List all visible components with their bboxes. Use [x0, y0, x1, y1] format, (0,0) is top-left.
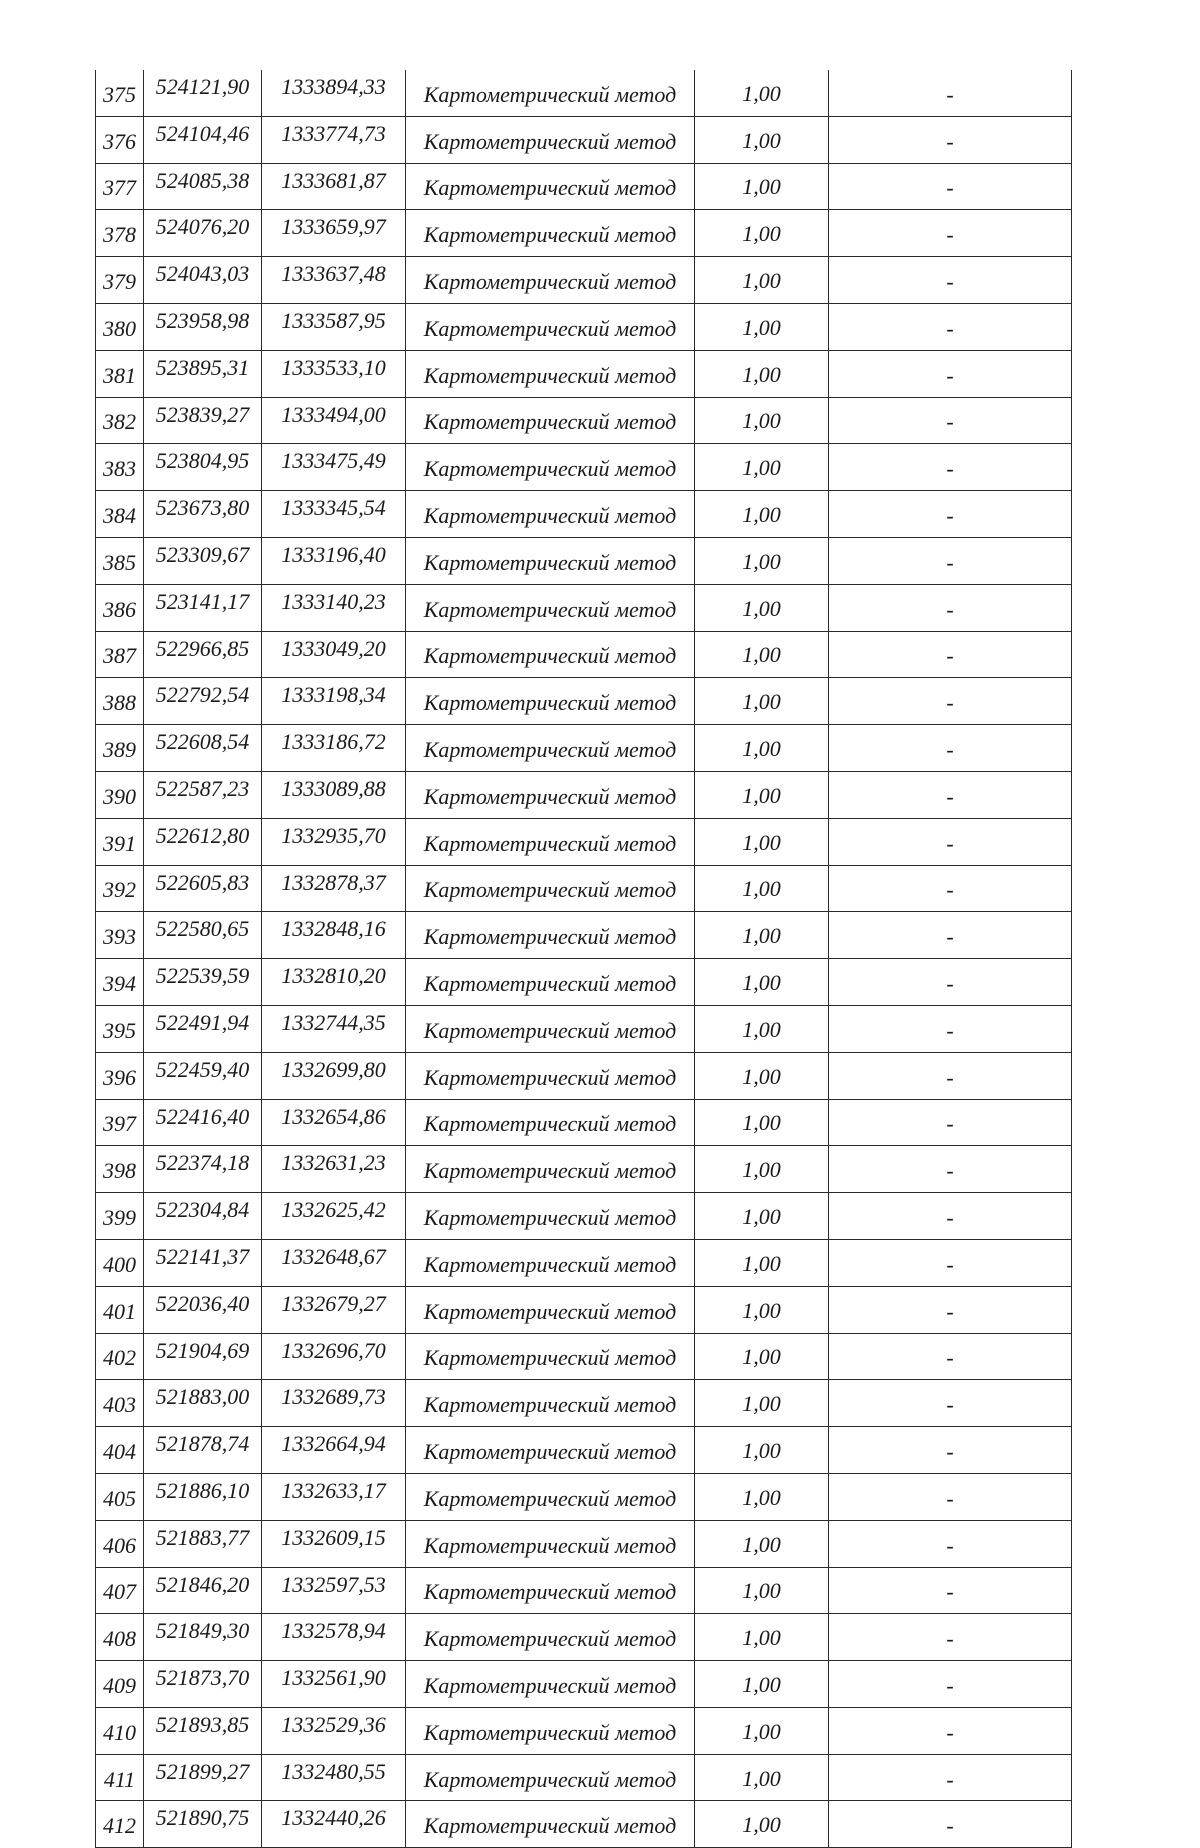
- accuracy-cell: 1,00: [695, 1005, 829, 1052]
- method-cell: Картометрический метод: [406, 818, 695, 865]
- y-coordinate-cell: 1333533,10: [262, 350, 406, 397]
- y-coordinate-cell: 1332631,23: [262, 1146, 406, 1193]
- point-number-cell: 384: [96, 491, 144, 538]
- method-cell: Картометрический метод: [406, 1005, 695, 1052]
- note-cell: -: [829, 1380, 1072, 1427]
- method-cell: Картометрический метод: [406, 1146, 695, 1193]
- point-number-cell: 393: [96, 912, 144, 959]
- point-number-cell: 391: [96, 818, 144, 865]
- y-coordinate-cell: 1332848,16: [262, 912, 406, 959]
- table-row: [96, 70, 1072, 116]
- y-coordinate-cell: 1333494,00: [262, 397, 406, 444]
- table-row: [96, 1520, 1072, 1567]
- note-cell: -: [829, 818, 1072, 865]
- accuracy-cell: 1,00: [695, 537, 829, 584]
- table-row: [96, 491, 1072, 538]
- method-cell: Картометрический метод: [406, 397, 695, 444]
- method-cell: Картометрический метод: [406, 1567, 695, 1614]
- x-coordinate-cell: 522304,84: [144, 1193, 262, 1240]
- x-coordinate-cell: 521893,85: [144, 1707, 262, 1754]
- y-coordinate-cell: 1333089,88: [262, 771, 406, 818]
- point-number-cell: 375: [96, 70, 144, 116]
- note-cell: -: [829, 912, 1072, 959]
- point-number-cell: 381: [96, 350, 144, 397]
- x-coordinate-cell: 523839,27: [144, 397, 262, 444]
- point-number-cell: 390: [96, 771, 144, 818]
- y-coordinate-cell: 1332561,90: [262, 1661, 406, 1708]
- accuracy-cell: 1,00: [695, 1052, 829, 1099]
- table-row: [96, 163, 1072, 210]
- note-cell: -: [829, 1333, 1072, 1380]
- x-coordinate-cell: 523309,67: [144, 537, 262, 584]
- note-cell: -: [829, 1567, 1072, 1614]
- x-coordinate-cell: 524076,20: [144, 210, 262, 257]
- method-cell: Картометрический метод: [406, 1052, 695, 1099]
- method-cell: Картометрический метод: [406, 1614, 695, 1661]
- point-number-cell: 405: [96, 1473, 144, 1520]
- note-cell: -: [829, 210, 1072, 257]
- note-cell: -: [829, 1193, 1072, 1240]
- accuracy-cell: 1,00: [695, 163, 829, 210]
- y-coordinate-cell: 1332648,67: [262, 1239, 406, 1286]
- table-row: [96, 1005, 1072, 1052]
- y-coordinate-cell: 1333049,20: [262, 631, 406, 678]
- accuracy-cell: 1,00: [695, 116, 829, 163]
- y-coordinate-cell: 1333587,95: [262, 303, 406, 350]
- note-cell: -: [829, 584, 1072, 631]
- table-row: [96, 1380, 1072, 1427]
- accuracy-cell: 1,00: [695, 725, 829, 772]
- method-cell: Картометрический метод: [406, 1520, 695, 1567]
- accuracy-cell: 1,00: [695, 818, 829, 865]
- point-number-cell: 388: [96, 678, 144, 725]
- note-cell: -: [829, 1146, 1072, 1193]
- note-cell: -: [829, 1754, 1072, 1801]
- point-number-cell: 396: [96, 1052, 144, 1099]
- note-cell: -: [829, 491, 1072, 538]
- table-row: [96, 1661, 1072, 1708]
- table-row: [96, 1239, 1072, 1286]
- accuracy-cell: 1,00: [695, 1707, 829, 1754]
- table-row: [96, 1427, 1072, 1474]
- accuracy-cell: 1,00: [695, 350, 829, 397]
- y-coordinate-cell: 1332597,53: [262, 1567, 406, 1614]
- y-coordinate-cell: 1333196,40: [262, 537, 406, 584]
- point-number-cell: 382: [96, 397, 144, 444]
- table-row: [96, 397, 1072, 444]
- accuracy-cell: 1,00: [695, 1754, 829, 1801]
- accuracy-cell: 1,00: [695, 1146, 829, 1193]
- point-number-cell: 386: [96, 584, 144, 631]
- point-number-cell: 409: [96, 1661, 144, 1708]
- accuracy-cell: 1,00: [695, 1801, 829, 1848]
- y-coordinate-cell: 1333894,33: [262, 70, 406, 116]
- note-cell: -: [829, 257, 1072, 304]
- note-cell: -: [829, 1801, 1072, 1848]
- note-cell: -: [829, 350, 1072, 397]
- table-row: [96, 959, 1072, 1006]
- accuracy-cell: 1,00: [695, 1193, 829, 1240]
- method-cell: Картометрический метод: [406, 631, 695, 678]
- x-coordinate-cell: 522608,54: [144, 725, 262, 772]
- note-cell: -: [829, 1614, 1072, 1661]
- method-cell: Картометрический метод: [406, 116, 695, 163]
- note-cell: -: [829, 1520, 1072, 1567]
- accuracy-cell: 1,00: [695, 1333, 829, 1380]
- y-coordinate-cell: 1332935,70: [262, 818, 406, 865]
- accuracy-cell: 1,00: [695, 303, 829, 350]
- accuracy-cell: 1,00: [695, 1520, 829, 1567]
- accuracy-cell: 1,00: [695, 1473, 829, 1520]
- point-number-cell: 380: [96, 303, 144, 350]
- note-cell: -: [829, 959, 1072, 1006]
- accuracy-cell: 1,00: [695, 631, 829, 678]
- y-coordinate-cell: 1333475,49: [262, 444, 406, 491]
- table-row: [96, 771, 1072, 818]
- x-coordinate-cell: 523895,31: [144, 350, 262, 397]
- x-coordinate-cell: 521904,69: [144, 1333, 262, 1380]
- method-cell: Картометрический метод: [406, 444, 695, 491]
- method-cell: Картометрический метод: [406, 491, 695, 538]
- method-cell: Картометрический метод: [406, 70, 695, 116]
- note-cell: -: [829, 1099, 1072, 1146]
- x-coordinate-cell: 524043,03: [144, 257, 262, 304]
- note-cell: -: [829, 116, 1072, 163]
- y-coordinate-cell: 1332699,80: [262, 1052, 406, 1099]
- y-coordinate-cell: 1332480,55: [262, 1754, 406, 1801]
- x-coordinate-cell: 522459,40: [144, 1052, 262, 1099]
- method-cell: Картометрический метод: [406, 584, 695, 631]
- point-number-cell: 395: [96, 1005, 144, 1052]
- accuracy-cell: 1,00: [695, 1099, 829, 1146]
- point-number-cell: 379: [96, 257, 144, 304]
- note-cell: -: [829, 1661, 1072, 1708]
- note-cell: -: [829, 865, 1072, 912]
- method-cell: Картометрический метод: [406, 303, 695, 350]
- x-coordinate-cell: 521883,00: [144, 1380, 262, 1427]
- method-cell: Картометрический метод: [406, 1193, 695, 1240]
- point-number-cell: 403: [96, 1380, 144, 1427]
- method-cell: Картометрический метод: [406, 678, 695, 725]
- x-coordinate-cell: 523673,80: [144, 491, 262, 538]
- y-coordinate-cell: 1333681,87: [262, 163, 406, 210]
- note-cell: -: [829, 1427, 1072, 1474]
- x-coordinate-cell: 521873,70: [144, 1661, 262, 1708]
- x-coordinate-cell: 522036,40: [144, 1286, 262, 1333]
- table-row: [96, 1099, 1072, 1146]
- table-row: [96, 1333, 1072, 1380]
- point-number-cell: 394: [96, 959, 144, 1006]
- y-coordinate-cell: 1332654,86: [262, 1099, 406, 1146]
- x-coordinate-cell: 522539,59: [144, 959, 262, 1006]
- y-coordinate-cell: 1332689,73: [262, 1380, 406, 1427]
- y-coordinate-cell: 1332878,37: [262, 865, 406, 912]
- method-cell: Картометрический метод: [406, 163, 695, 210]
- accuracy-cell: 1,00: [695, 584, 829, 631]
- table-row: [96, 584, 1072, 631]
- y-coordinate-cell: 1332744,35: [262, 1005, 406, 1052]
- point-number-cell: 401: [96, 1286, 144, 1333]
- table-row: [96, 1052, 1072, 1099]
- y-coordinate-cell: 1333198,34: [262, 678, 406, 725]
- x-coordinate-cell: 522587,23: [144, 771, 262, 818]
- y-coordinate-cell: 1332664,94: [262, 1427, 406, 1474]
- point-number-cell: 407: [96, 1567, 144, 1614]
- y-coordinate-cell: 1332625,42: [262, 1193, 406, 1240]
- point-number-cell: 404: [96, 1427, 144, 1474]
- table-row: [96, 303, 1072, 350]
- note-cell: -: [829, 397, 1072, 444]
- accuracy-cell: 1,00: [695, 959, 829, 1006]
- x-coordinate-cell: 521846,20: [144, 1567, 262, 1614]
- point-number-cell: 378: [96, 210, 144, 257]
- note-cell: -: [829, 1239, 1072, 1286]
- y-coordinate-cell: 1333659,97: [262, 210, 406, 257]
- method-cell: Картометрический метод: [406, 1239, 695, 1286]
- point-number-cell: 408: [96, 1614, 144, 1661]
- table-row: [96, 912, 1072, 959]
- accuracy-cell: 1,00: [695, 1239, 829, 1286]
- x-coordinate-cell: 524085,38: [144, 163, 262, 210]
- x-coordinate-cell: 522141,37: [144, 1239, 262, 1286]
- table-row: [96, 1754, 1072, 1801]
- accuracy-cell: 1,00: [695, 1286, 829, 1333]
- point-number-cell: 389: [96, 725, 144, 772]
- y-coordinate-cell: 1332609,15: [262, 1520, 406, 1567]
- x-coordinate-cell: 522966,85: [144, 631, 262, 678]
- y-coordinate-cell: 1332696,70: [262, 1333, 406, 1380]
- point-number-cell: 397: [96, 1099, 144, 1146]
- method-cell: Картометрический метод: [406, 1707, 695, 1754]
- note-cell: -: [829, 725, 1072, 772]
- table-row: [96, 537, 1072, 584]
- method-cell: Картометрический метод: [406, 1333, 695, 1380]
- method-cell: Картометрический метод: [406, 912, 695, 959]
- table-row: [96, 1614, 1072, 1661]
- table-row: [96, 678, 1072, 725]
- accuracy-cell: 1,00: [695, 1661, 829, 1708]
- note-cell: -: [829, 537, 1072, 584]
- note-cell: -: [829, 1707, 1072, 1754]
- note-cell: -: [829, 631, 1072, 678]
- table-row: [96, 1707, 1072, 1754]
- point-number-cell: 383: [96, 444, 144, 491]
- x-coordinate-cell: 522491,94: [144, 1005, 262, 1052]
- x-coordinate-cell: 522374,18: [144, 1146, 262, 1193]
- y-coordinate-cell: 1332810,20: [262, 959, 406, 1006]
- table-row: [96, 210, 1072, 257]
- x-coordinate-cell: 521878,74: [144, 1427, 262, 1474]
- x-coordinate-cell: 523804,95: [144, 444, 262, 491]
- method-cell: Картометрический метод: [406, 1286, 695, 1333]
- y-coordinate-cell: 1333345,54: [262, 491, 406, 538]
- point-number-cell: 387: [96, 631, 144, 678]
- method-cell: Картометрический метод: [406, 210, 695, 257]
- point-number-cell: 406: [96, 1520, 144, 1567]
- table-row: [96, 631, 1072, 678]
- point-number-cell: 398: [96, 1146, 144, 1193]
- x-coordinate-cell: 521899,27: [144, 1754, 262, 1801]
- point-number-cell: 385: [96, 537, 144, 584]
- point-number-cell: 392: [96, 865, 144, 912]
- note-cell: -: [829, 771, 1072, 818]
- note-cell: -: [829, 1473, 1072, 1520]
- y-coordinate-cell: 1332679,27: [262, 1286, 406, 1333]
- table-row: [96, 350, 1072, 397]
- accuracy-cell: 1,00: [695, 912, 829, 959]
- y-coordinate-cell: 1332633,17: [262, 1473, 406, 1520]
- accuracy-cell: 1,00: [695, 397, 829, 444]
- table-row: [96, 257, 1072, 304]
- table-row: [96, 444, 1072, 491]
- x-coordinate-cell: 522605,83: [144, 865, 262, 912]
- method-cell: Картометрический метод: [406, 1801, 695, 1848]
- y-coordinate-cell: 1333774,73: [262, 116, 406, 163]
- table-row: [96, 725, 1072, 772]
- method-cell: Картометрический метод: [406, 1427, 695, 1474]
- table-row: [96, 1193, 1072, 1240]
- note-cell: -: [829, 70, 1072, 116]
- accuracy-cell: 1,00: [695, 491, 829, 538]
- method-cell: Картометрический метод: [406, 959, 695, 1006]
- x-coordinate-cell: 523141,17: [144, 584, 262, 631]
- point-number-cell: 400: [96, 1239, 144, 1286]
- point-number-cell: 402: [96, 1333, 144, 1380]
- x-coordinate-cell: 523958,98: [144, 303, 262, 350]
- x-coordinate-cell: 524121,90: [144, 70, 262, 116]
- x-coordinate-cell: 522580,65: [144, 912, 262, 959]
- table-row: [96, 1146, 1072, 1193]
- note-cell: -: [829, 678, 1072, 725]
- x-coordinate-cell: 521849,30: [144, 1614, 262, 1661]
- note-cell: -: [829, 163, 1072, 210]
- accuracy-cell: 1,00: [695, 1614, 829, 1661]
- x-coordinate-cell: 522792,54: [144, 678, 262, 725]
- accuracy-cell: 1,00: [695, 1567, 829, 1614]
- x-coordinate-cell: 524104,46: [144, 116, 262, 163]
- table-row: [96, 116, 1072, 163]
- point-number-cell: 399: [96, 1193, 144, 1240]
- note-cell: -: [829, 1286, 1072, 1333]
- point-number-cell: 377: [96, 163, 144, 210]
- method-cell: Картометрический метод: [406, 865, 695, 912]
- method-cell: Картометрический метод: [406, 537, 695, 584]
- point-number-cell: 411: [96, 1754, 144, 1801]
- accuracy-cell: 1,00: [695, 257, 829, 304]
- accuracy-cell: 1,00: [695, 444, 829, 491]
- y-coordinate-cell: 1333637,48: [262, 257, 406, 304]
- accuracy-cell: 1,00: [695, 70, 829, 116]
- method-cell: Картометрический метод: [406, 1380, 695, 1427]
- x-coordinate-cell: 521890,75: [144, 1801, 262, 1848]
- method-cell: Картометрический метод: [406, 257, 695, 304]
- note-cell: -: [829, 1005, 1072, 1052]
- note-cell: -: [829, 303, 1072, 350]
- coordinates-table: [95, 70, 1072, 1848]
- accuracy-cell: 1,00: [695, 1427, 829, 1474]
- method-cell: Картометрический метод: [406, 1473, 695, 1520]
- table-row: [96, 865, 1072, 912]
- table-row: [96, 1567, 1072, 1614]
- point-number-cell: 376: [96, 116, 144, 163]
- method-cell: Картометрический метод: [406, 771, 695, 818]
- table-row: [96, 818, 1072, 865]
- method-cell: Картометрический метод: [406, 1754, 695, 1801]
- accuracy-cell: 1,00: [695, 210, 829, 257]
- y-coordinate-cell: 1332440,26: [262, 1801, 406, 1848]
- note-cell: -: [829, 444, 1072, 491]
- x-coordinate-cell: 521883,77: [144, 1520, 262, 1567]
- table-row: [96, 1473, 1072, 1520]
- x-coordinate-cell: 522416,40: [144, 1099, 262, 1146]
- table-row: [96, 1286, 1072, 1333]
- method-cell: Картометрический метод: [406, 725, 695, 772]
- accuracy-cell: 1,00: [695, 678, 829, 725]
- y-coordinate-cell: 1333140,23: [262, 584, 406, 631]
- x-coordinate-cell: 521886,10: [144, 1473, 262, 1520]
- y-coordinate-cell: 1333186,72: [262, 725, 406, 772]
- accuracy-cell: 1,00: [695, 1380, 829, 1427]
- accuracy-cell: 1,00: [695, 771, 829, 818]
- coordinates-table-body: [96, 70, 1072, 1848]
- y-coordinate-cell: 1332529,36: [262, 1707, 406, 1754]
- x-coordinate-cell: 522612,80: [144, 818, 262, 865]
- method-cell: Картометрический метод: [406, 1661, 695, 1708]
- method-cell: Картометрический метод: [406, 350, 695, 397]
- method-cell: Картометрический метод: [406, 1099, 695, 1146]
- accuracy-cell: 1,00: [695, 865, 829, 912]
- point-number-cell: 412: [96, 1801, 144, 1848]
- note-cell: -: [829, 1052, 1072, 1099]
- table-row: [96, 1801, 1072, 1848]
- y-coordinate-cell: 1332578,94: [262, 1614, 406, 1661]
- point-number-cell: 410: [96, 1707, 144, 1754]
